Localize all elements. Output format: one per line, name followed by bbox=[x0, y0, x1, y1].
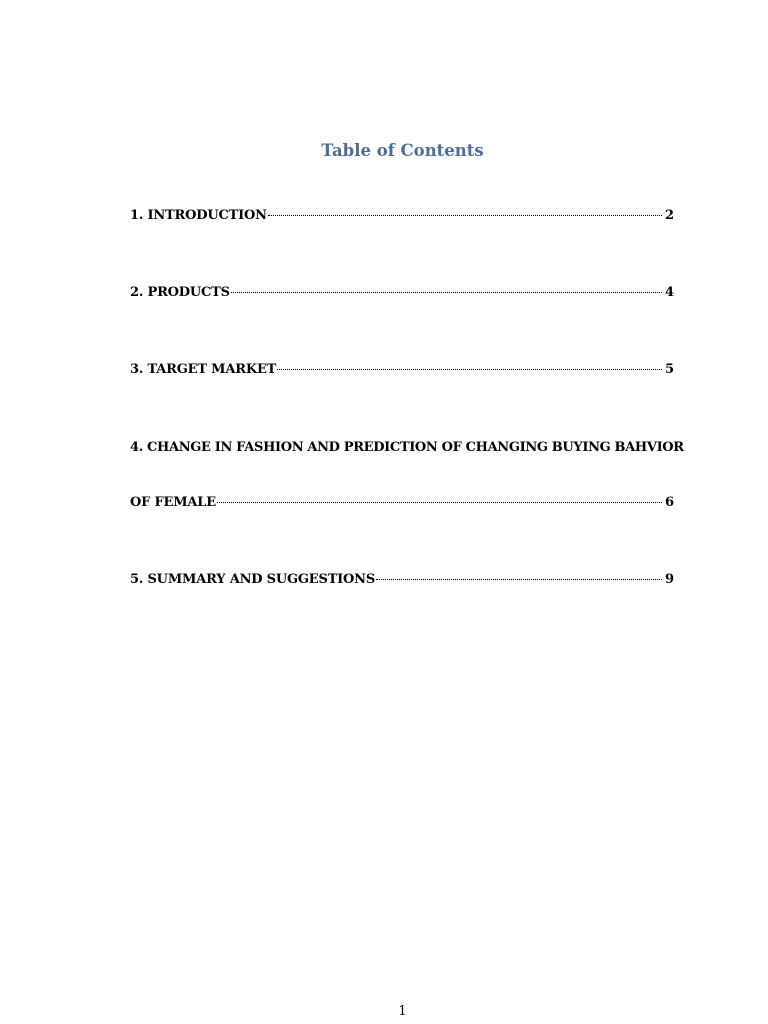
toc-entry-page: 6 bbox=[664, 495, 674, 510]
toc-entry-page: 2 bbox=[664, 208, 674, 223]
page-number: 1 bbox=[398, 1004, 407, 1019]
toc-entry-text: 1. INTRODUCTION bbox=[130, 208, 267, 223]
dot-leader bbox=[217, 502, 662, 503]
toc-entry-summary[interactable] bbox=[130, 572, 674, 588]
dot-leader bbox=[268, 215, 662, 216]
dot-leader bbox=[231, 292, 662, 293]
toc-title: Table of Contents bbox=[321, 141, 484, 160]
toc-entry-text: 5. SUMMARY AND SUGGESTIONS bbox=[130, 572, 376, 587]
toc-entry-products[interactable] bbox=[130, 285, 674, 301]
dot-leader bbox=[376, 579, 662, 580]
toc-entry-introduction[interactable] bbox=[130, 208, 674, 224]
toc-entry-text: OF FEMALE bbox=[130, 495, 216, 510]
toc-entry-change-in-fashion[interactable] bbox=[130, 440, 684, 516]
toc-entry-page: 9 bbox=[664, 572, 674, 587]
toc-entry-text: 3. TARGET MARKET bbox=[130, 362, 277, 377]
toc-entry-page: 5 bbox=[664, 362, 674, 377]
toc-entry-text: 2. PRODUCTS bbox=[130, 285, 230, 300]
dot-leader bbox=[277, 369, 662, 370]
toc-entry-target-market[interactable] bbox=[130, 362, 674, 378]
toc-entry-page: 4 bbox=[664, 285, 674, 300]
toc-entry-text-line1: 4. CHANGE IN FASHION AND PREDICTION OF CHANGING BUYING BAHVIOR bbox=[130, 440, 684, 455]
